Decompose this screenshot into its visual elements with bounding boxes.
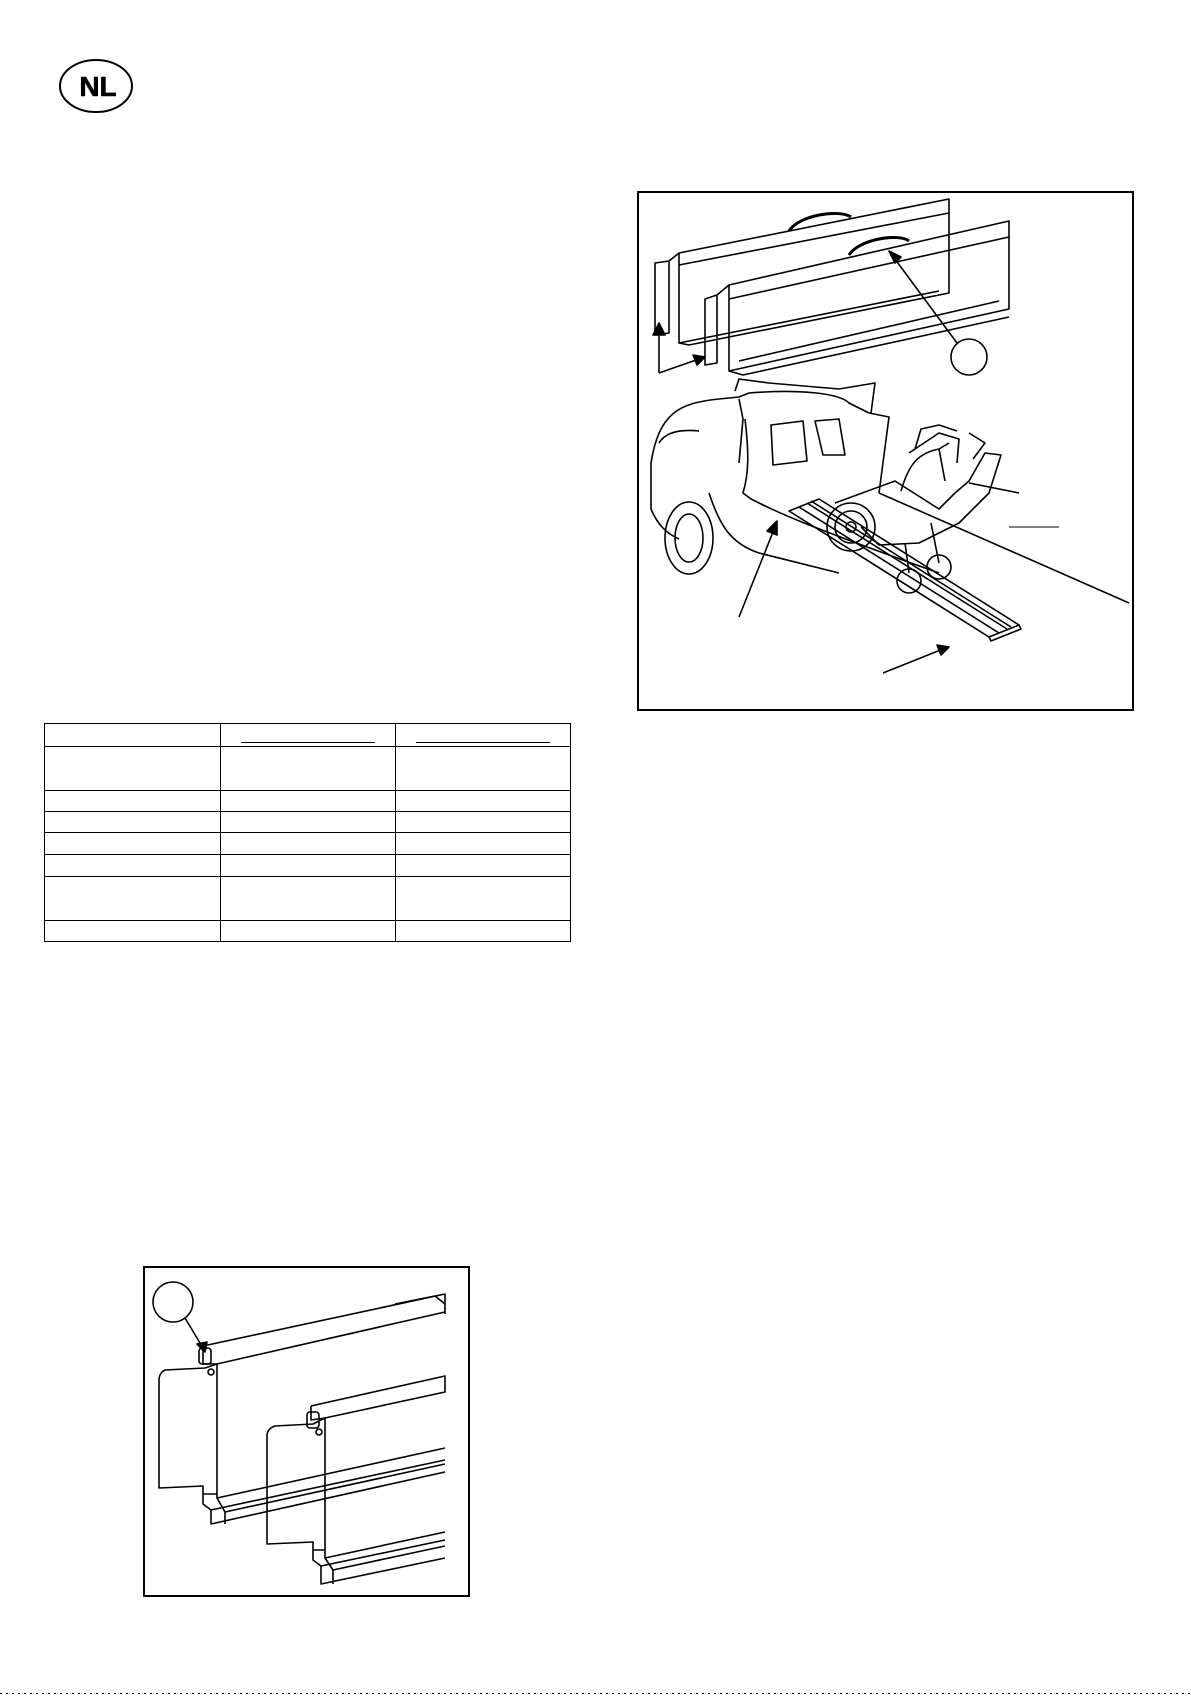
table-row (45, 854, 571, 876)
table-cell (45, 812, 221, 833)
table-cell (395, 833, 570, 854)
table-row (45, 747, 571, 791)
ramp-connector-figure (143, 1266, 470, 1597)
table-cell (45, 833, 221, 854)
table-cell (220, 833, 395, 854)
table-header-cell (395, 724, 570, 747)
table-row (45, 812, 571, 833)
table-cell (45, 877, 221, 921)
ramp-connector-illustration (145, 1268, 468, 1595)
table-row (45, 920, 571, 941)
table-cell (45, 920, 221, 941)
table-cell (395, 790, 570, 811)
table-cell (220, 877, 395, 921)
table-cell (220, 854, 395, 876)
table-header-cell (45, 724, 221, 747)
table-header-cell (220, 724, 395, 747)
table-row (45, 877, 571, 921)
language-badge (58, 58, 134, 114)
ramp-usage-figure (637, 191, 1134, 711)
table-cell (220, 920, 395, 941)
table-cell (220, 812, 395, 833)
language-badge-icon (58, 58, 134, 114)
table-cell (395, 920, 570, 941)
table-row (45, 790, 571, 811)
table-cell (220, 790, 395, 811)
table-cell (395, 877, 570, 921)
ramp-illustration (639, 193, 1132, 709)
bottom-dotted-line (0, 1692, 1191, 1695)
language-badge-label: NL (79, 71, 117, 102)
spec-table (44, 723, 571, 942)
table-row (45, 833, 571, 854)
table-cell (395, 747, 570, 791)
table-cell (45, 747, 221, 791)
table-cell (45, 790, 221, 811)
table-cell (45, 854, 221, 876)
table-header-row (45, 724, 571, 747)
table-cell (395, 854, 570, 876)
table-cell (220, 747, 395, 791)
table-cell (395, 812, 570, 833)
